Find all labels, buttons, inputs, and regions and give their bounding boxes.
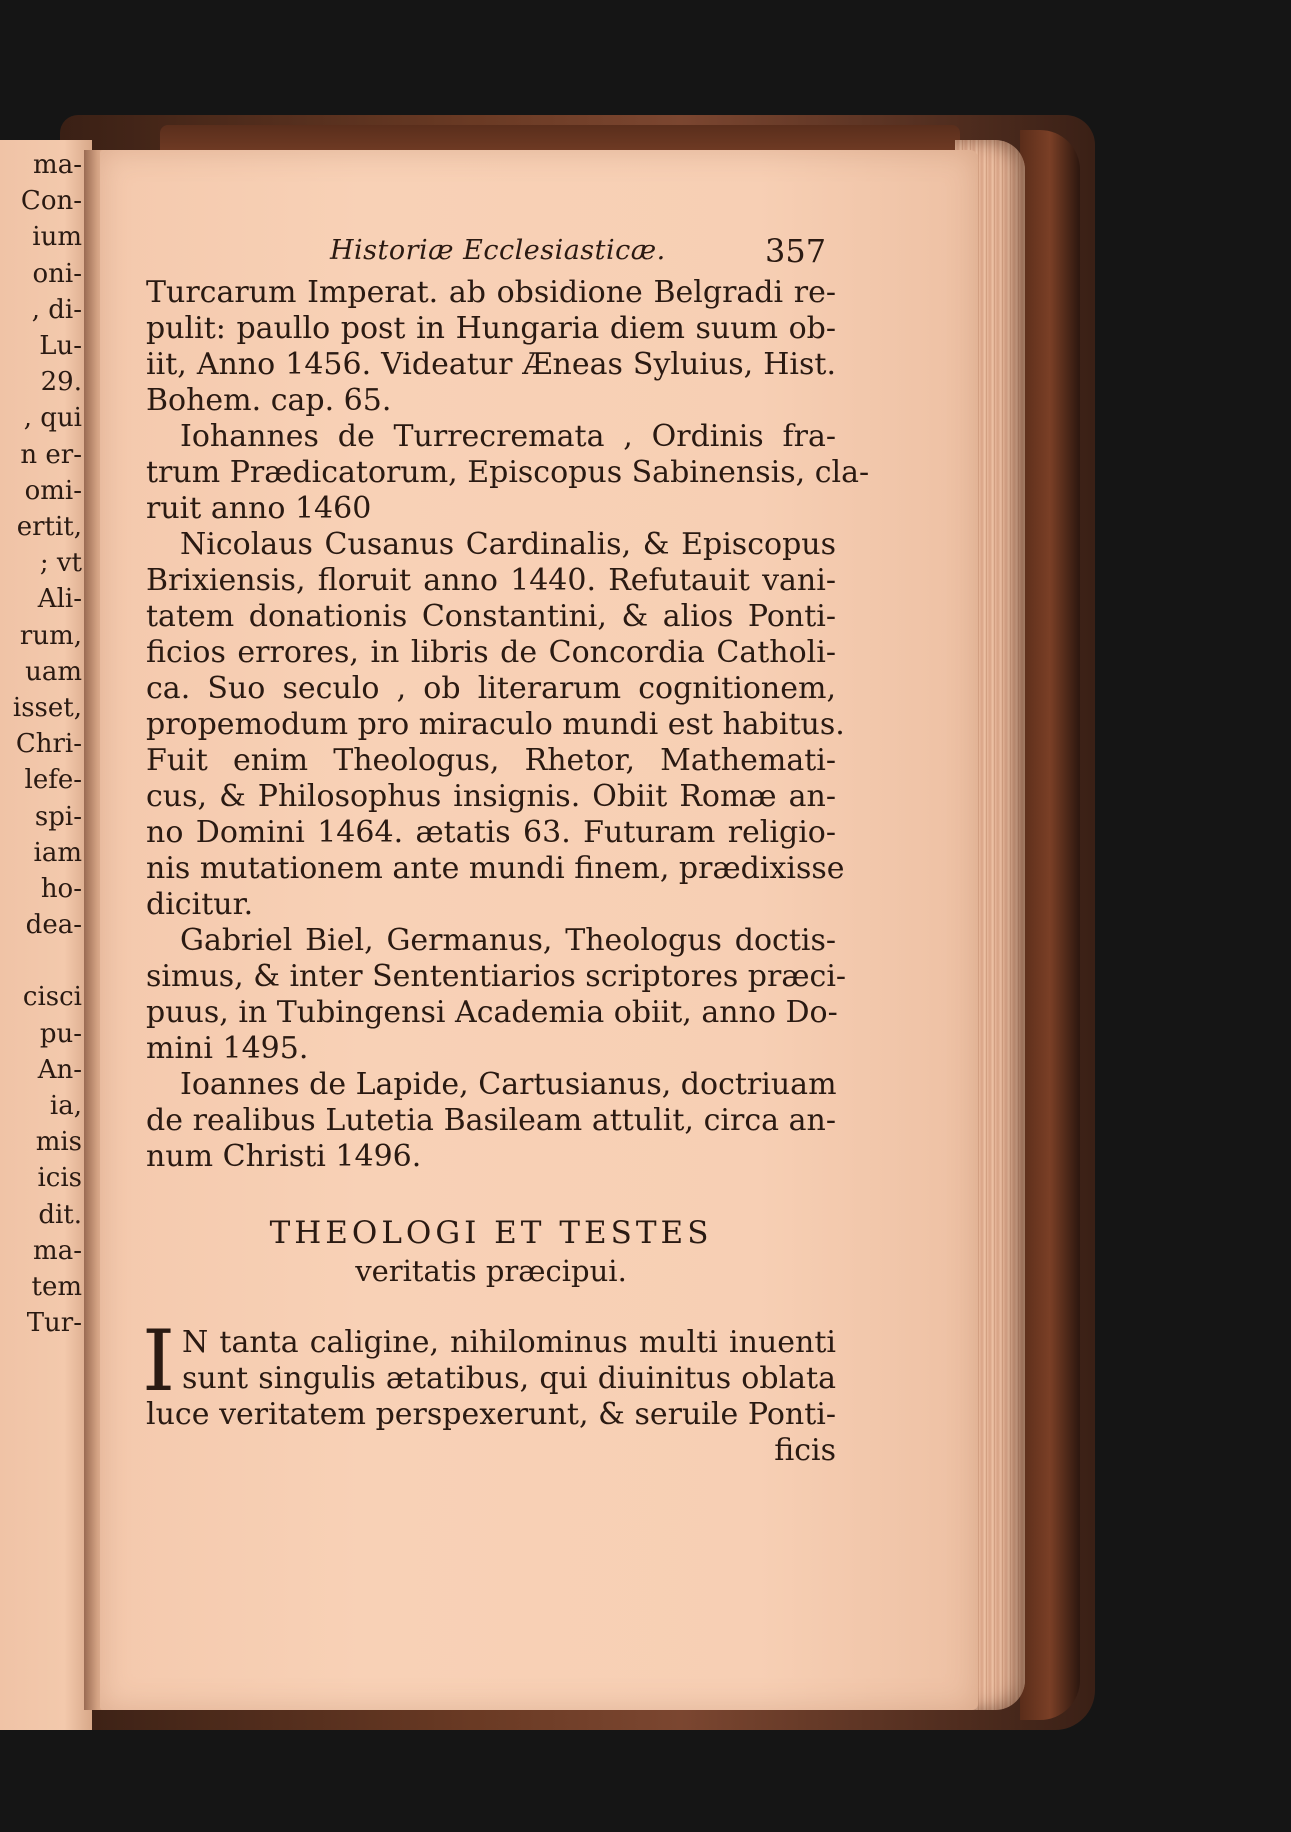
left-page-fragment: , qui: [23, 403, 82, 434]
left-page-fragment: pu-: [39, 1018, 82, 1049]
text-line: sunt singulis ætatibus, qui diuinitus oblata: [182, 1361, 836, 1396]
left-page-fragment: ma-: [33, 150, 82, 180]
left-page-fragment: spi-: [34, 801, 82, 832]
text-line: mini 1495.: [146, 1031, 309, 1066]
text-line: Iohannes de Turrecremata , Ordinis fra-: [180, 419, 836, 454]
text-line: Brixiensis, floruit anno 1440. Refutauit vani-: [146, 563, 836, 598]
paragraph: [146, 1067, 836, 1175]
left-page-fragment: Con-: [20, 186, 82, 217]
text-line: no Domini 1464. ætatis 63. Futuram religio-: [146, 815, 836, 850]
left-page-fragment: mis: [35, 1127, 82, 1158]
fore-edge-binding: [1020, 130, 1080, 1720]
text-line: dicitur.: [146, 887, 254, 922]
left-page-fragment: lefe-: [24, 765, 82, 796]
text-line: de realibus Lutetia Basileam attulit, circa an-: [146, 1103, 836, 1138]
left-page-fragment: ; vt: [39, 548, 82, 579]
text-line: ca. Suo seculo , ob literarum cognitionem,: [146, 671, 836, 706]
left-page-fragment: 29.: [40, 367, 82, 398]
page-number: 357: [765, 232, 827, 270]
left-page-fragment: tem: [31, 1272, 82, 1302]
left-page-fragment: oni-: [32, 258, 82, 289]
left-page-fragment: icis: [37, 1163, 82, 1194]
text-line: N tanta caligine, nihilominus multi inuenti: [182, 1325, 836, 1360]
paragraph: [146, 527, 845, 923]
text-line: cus, & Philosophus insignis. Obiit Romæ an-: [146, 779, 836, 814]
text-line: tatem donationis Constantini, & alios Ponti-: [146, 599, 836, 634]
paragraph: [146, 419, 870, 527]
left-page-column: [0, 140, 88, 1730]
text-line: Bohem. cap. 65.: [146, 383, 392, 418]
left-page-fragment: iam: [33, 837, 82, 868]
paragraph: [146, 923, 847, 1067]
text-line: num Christi 1496.: [146, 1139, 422, 1174]
left-page-fragment: Ali-: [37, 584, 82, 615]
left-page-fragment: Lu-: [39, 331, 82, 361]
running-head: Historiæ Ecclesiasticæ.: [330, 235, 666, 266]
section-subheading: veritatis præcipui.: [355, 1254, 627, 1288]
drop-cap: I: [142, 1312, 176, 1410]
paragraphs: [146, 275, 870, 1175]
section-heading: THEOLOGI ET TESTES: [269, 1215, 713, 1251]
left-page-fragment: uam: [25, 656, 82, 687]
left-page-fragment: isset,: [12, 693, 82, 723]
text-line: propemodum pro miraculo mundi est habitus.: [146, 707, 845, 742]
left-page-fragment: An-: [37, 1054, 82, 1085]
text-line: ruit anno 1460: [146, 491, 372, 526]
left-page-fragment: ertit,: [16, 512, 82, 542]
left-page: [0, 140, 92, 1730]
text-line: iit, Anno 1456. Videatur Æneas Syluius, Hist.: [146, 347, 836, 382]
left-page-fragment: ia,: [49, 1091, 82, 1121]
catchword: ficis: [774, 1433, 836, 1468]
paragraph: [146, 275, 836, 419]
text-line: Turcarum Imperat. ab obsidione Belgradi re-: [146, 275, 836, 310]
text-line: Ioannes de Lapide, Cartusianus, doctriuam: [180, 1067, 837, 1102]
text-line: Gabriel Biel, Germanus, Theologus doctis-: [180, 923, 836, 958]
text-line: ficios errores, in libris de Concordia Catholi-: [146, 635, 836, 670]
text-line: simus, & inter Sententiarios scriptores præci-: [146, 959, 847, 994]
left-page-fragment: Chri-: [15, 729, 82, 760]
final-paragraph: [142, 1312, 836, 1433]
text-line: nis mutationem ante mundi finem, prædixisse: [146, 851, 845, 886]
left-page-fragment: ium: [32, 222, 82, 253]
text-line: puus, in Tubingensi Academia obiit, anno Do-: [146, 995, 838, 1030]
text-line: Fuit enim Theologus, Rhetor, Mathemati-: [146, 743, 836, 778]
left-page-fragment: cisci: [22, 982, 82, 1013]
left-page-fragment: Tur-: [26, 1308, 82, 1339]
left-page-fragment: dit.: [38, 1199, 82, 1230]
text-line: luce veritatem perspexerunt, & seruile Ponti-: [146, 1397, 836, 1432]
left-page-fragment: omi-: [24, 475, 82, 506]
left-page-fragment: ma-: [33, 1235, 82, 1266]
left-page-fragment: , di-: [31, 294, 82, 325]
left-page-fragment: ho-: [40, 874, 82, 904]
left-page-fragment: rum,: [19, 620, 82, 651]
left-page-fragment: n er-: [20, 439, 82, 470]
text-line: trum Prædicatorum, Episcopus Sabinensis, cla-: [146, 455, 870, 490]
left-page-fragment: dea-: [25, 910, 82, 941]
text-line: pulit: paullo post in Hungaria diem suum ob-: [146, 311, 836, 346]
text-line: Nicolaus Cusanus Cardinalis, & Episcopus: [180, 527, 836, 562]
page-body: [142, 275, 870, 1469]
final-paragraph-text: [146, 1325, 836, 1433]
